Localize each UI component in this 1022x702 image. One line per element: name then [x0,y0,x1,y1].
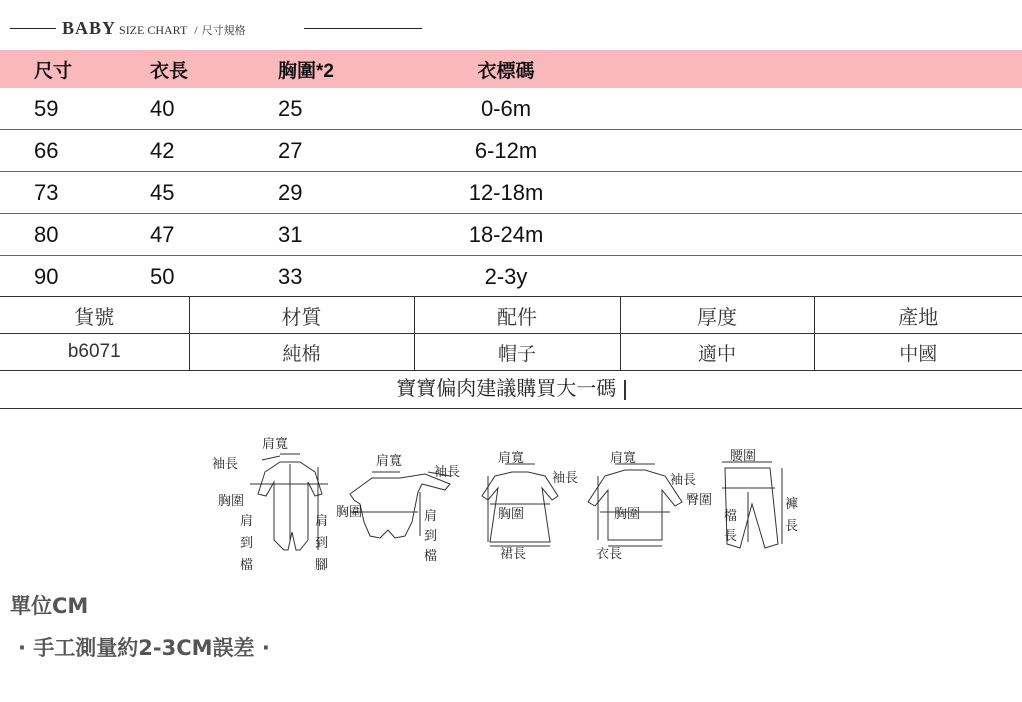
top-diagram [588,464,682,546]
size-table [0,50,1022,297]
label-sleeve-length: 袖長 [212,457,239,472]
label-crotch: 檔 [240,558,254,573]
cell-blank [648,172,1022,214]
info-header-accessory: 配件 [414,297,620,334]
label-waist: 腰圍 [730,449,757,464]
cell-tag-size: 12-18m [364,172,648,214]
label-pants: 褲 [785,497,799,512]
label-length: 長 [724,529,738,544]
bodysuit-labels [336,454,460,564]
measurement-diagrams [200,432,810,582]
header-length: 衣長 [128,50,256,88]
label-sleeve-length: 袖長 [434,465,461,480]
cell-chest: 25 [256,88,364,130]
cell-size: 90 [34,263,59,289]
title-text [62,18,246,39]
measurement-error-note: · 手工測量約2-3CM誤差 · [18,636,270,660]
table-row [0,256,1022,298]
label-crotch: 檔 [724,509,738,524]
label-sleeve-length: 袖長 [552,471,579,486]
cell-length: 50 [150,263,175,289]
info-value-material: 純棉 [189,334,414,371]
cell-tag-size: 0-6m [364,88,648,130]
measurement-diagram-svg [200,432,810,582]
cell-tag-size: 2-3y [484,263,528,289]
info-header-row [0,297,1022,334]
romper-labels [212,437,328,573]
label-shoulder-width: 肩寬 [498,451,525,466]
cell-size: 73 [0,172,128,214]
label-to: 到 [315,536,329,551]
cell-chest: 29 [256,172,364,214]
label-body-length: 衣長 [596,547,623,562]
info-value-origin: 中國 [814,334,1022,371]
title-zh: 尺寸規格 [201,24,246,37]
dress-labels [498,451,578,562]
title-separator: / [194,23,198,37]
product-info-table [0,296,1022,371]
info-header-thickness: 厚度 [620,297,814,334]
info-header-origin: 產地 [814,297,1022,334]
label-to: 到 [424,529,438,544]
label-shoulder: 肩 [240,514,254,529]
label-length: 長 [785,519,799,534]
table-row [0,214,1022,256]
label-sleeve-length: 袖長 [670,473,697,488]
pants-labels [686,449,798,544]
cell-chest: 33 [278,263,303,289]
info-value-row [0,334,1022,371]
label-chest: 胸圍 [336,505,363,520]
label-shoulder-width: 肩寬 [376,454,403,469]
cell-blank [648,214,1022,256]
label-shoulder: 肩 [315,514,329,529]
label-skirt-length: 裙長 [500,547,527,562]
label-shoulder-width: 肩寬 [610,451,637,466]
top-labels [596,451,696,562]
info-value-accessory: 帽子 [414,334,620,371]
cell-blank [648,256,1022,298]
info-header-material: 材質 [189,297,414,334]
cell-size: 66 [0,130,128,172]
size-advice-note [0,371,1022,409]
size-chart-title [10,18,420,42]
label-chest: 胸圍 [614,507,641,522]
label-crotch: 檔 [424,549,438,564]
cell-length: 45 [128,172,256,214]
label-chest: 胸圍 [498,507,525,522]
title-divider-right [304,28,422,29]
header-tag-size: 衣標碼 [364,50,648,88]
info-value-sku: b6071 [0,334,189,371]
cell-size: 80 [0,214,128,256]
cell-length: 40 [128,88,256,130]
label-shoulder-width: 肩寬 [262,437,289,452]
cell-size: 59 [0,88,128,130]
title-divider-left [10,28,56,29]
table-row [0,88,1022,130]
table-row [0,172,1022,214]
cell-chest: 31 [256,214,364,256]
cell-blank [648,130,1022,172]
cell-length: 47 [128,214,256,256]
cell-tag-size: 18-24m [364,214,648,256]
title-size-chart: SIZE CHART [119,23,188,37]
label-hip: 臀圍 [686,493,713,508]
info-header-sku: 貨號 [0,297,189,334]
size-advice-text: 寶寶偏肉建議購買大一碼 [396,378,617,400]
header-chest: 胸圍*2 [256,50,364,88]
table-row [0,130,1022,172]
size-table-header [0,50,1022,88]
cell-chest: 27 [256,130,364,172]
header-blank [648,50,1022,88]
cell-blank [648,88,1022,130]
label-shoulder: 肩 [424,509,438,524]
label-foot: 腳 [315,558,329,573]
unit-label: 單位CM [10,594,89,618]
cell-tag-size: 6-12m [364,130,648,172]
label-chest: 胸圍 [218,494,245,509]
text-cursor [624,380,626,400]
dress-diagram [482,464,558,546]
title-baby: BABY [62,18,117,38]
header-size: 尺寸 [0,50,128,88]
cell-length: 42 [128,130,256,172]
info-value-thickness: 適中 [620,334,814,371]
label-to: 到 [240,536,254,551]
